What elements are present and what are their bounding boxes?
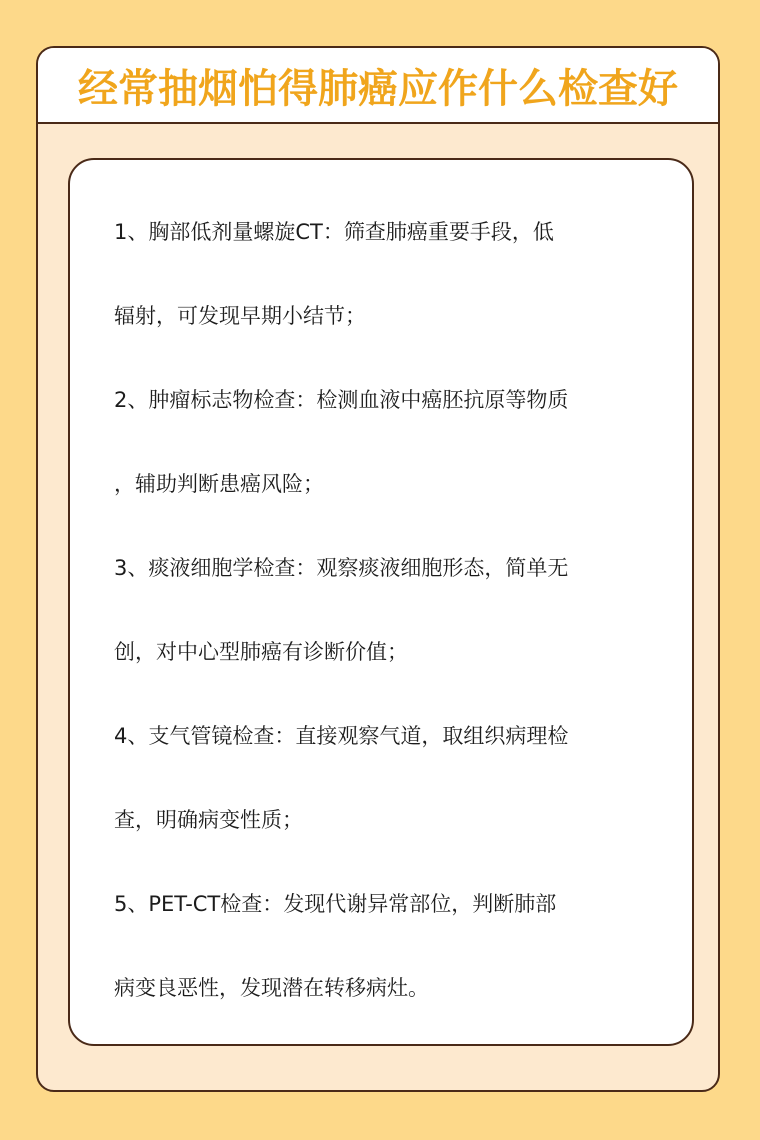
page-title: 经常抽烟怕得肺癌应作什么检查好 (78, 65, 678, 112)
content-card (68, 158, 694, 1046)
item-4-line-2: 查，明确病变性质； (114, 808, 303, 832)
item-2-line-1: 2、肿瘤标志物检查：检测血液中癌胚抗原等物质 (114, 388, 569, 412)
item-3-line-2: 创，对中心型肺癌有诊断价值； (114, 640, 408, 664)
outer-card (36, 46, 720, 1092)
item-5-line-2: 病变良恶性，发现潜在转移病灶。 (114, 976, 429, 1000)
item-4-line-1: 4、支气管镜检查：直接观察气道，取组织病理检 (114, 724, 569, 748)
item-1-line-1: 1、胸部低剂量螺旋CT：筛查肺癌重要手段，低 (114, 220, 554, 244)
item-5-line-1: 5、PET-CT检查：发现代谢异常部位，判断肺部 (114, 892, 557, 916)
checklist (114, 190, 654, 1030)
item-3-line-1: 3、痰液细胞学检查：观察痰液细胞形态，简单无 (114, 556, 569, 580)
title-bar (38, 48, 718, 124)
item-2-line-2: ，辅助判断患癌风险； (114, 472, 324, 496)
item-1-line-2: 辐射，可发现早期小结节； (114, 304, 366, 328)
